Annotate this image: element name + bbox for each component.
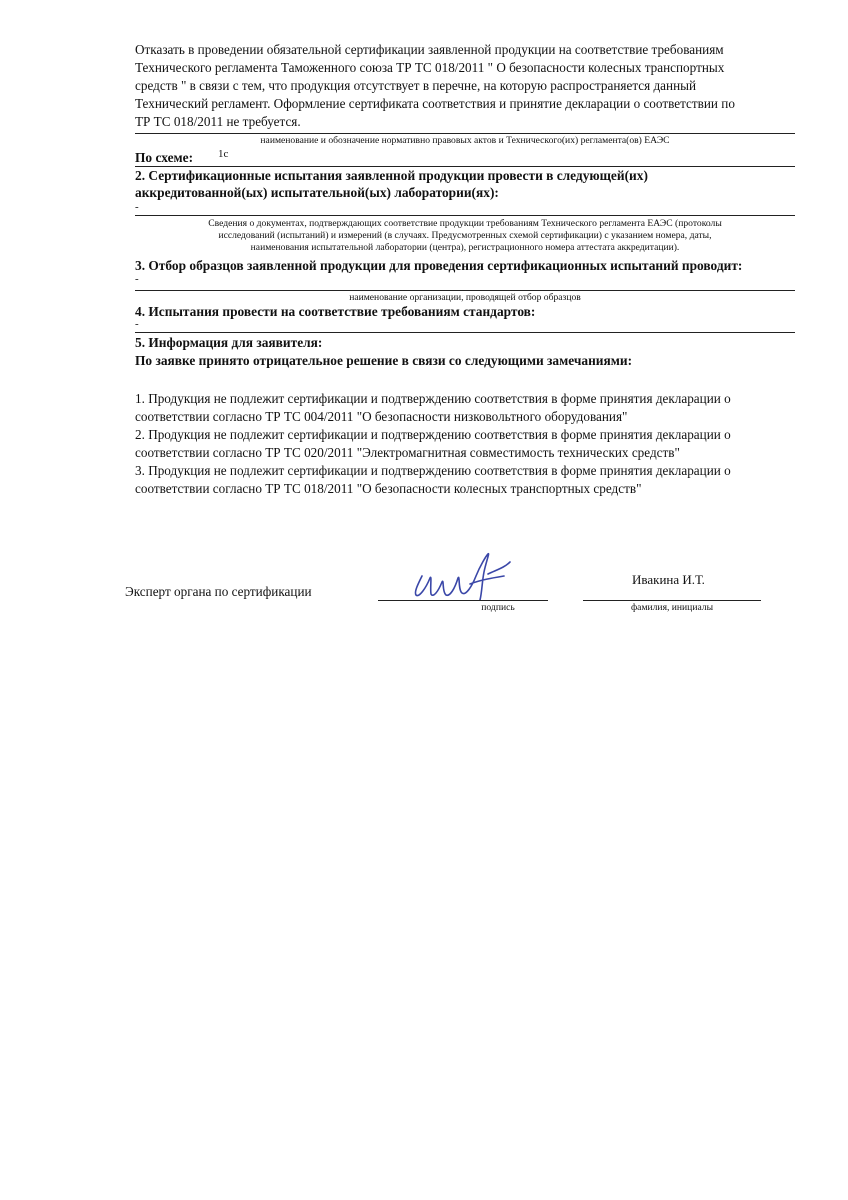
intro-caption: наименование и обозначение нормативно правовых актов и Технического(их) регламента(ов) ЕАЭС [260,135,670,146]
intro-line-4: Технический регламент. Оформление сертификата соответствия и принятие декларации о соответствии по [135,96,735,111]
remarks-list [135,390,795,498]
section2-title-line-1: 2. Сертификационные испытания заявленной продукции провести в следующей(их) [135,168,648,183]
remark-item [135,426,795,462]
section2-caption-line-2: исследований (испытаний) и измерений (в случаях. Предусмотренных схемой сертификации) с указанием номера, даты, [218,230,712,241]
signature-stroke [415,554,510,600]
section2-caption [135,218,795,254]
intro-line-2: Технического регламента Таможенного союза ТР ТС 018/2011 " О безопасности колесных транспортных [135,60,725,75]
signature-line [378,600,548,601]
section3-caption: наименование организации, проводящей отбор образцов [349,292,581,303]
section2-caption-line-1: Сведения о документах, подтверждающих соответствие продукции требованиям Технического регламента ЕАЭС (протоколы [208,218,722,229]
section4-underline [135,332,795,333]
signatory-role: Эксперт органа по сертификации [125,584,312,599]
section4-title: 4. Испытания провести на соответствие требованиям стандартов: [135,304,536,319]
section2-value: - [135,201,139,213]
scheme-label: По схеме: [135,150,194,165]
scheme-value: 1с [218,148,229,160]
intro-underline [135,133,795,134]
name-caption: фамилия, инициалы [630,602,714,613]
remark-item [135,462,795,498]
remark-3-line-1: 3. Продукция не подлежит сертификации и подтверждению соответствия в форме принятия декларации о [135,463,731,478]
intro-line-3: средств " в связи с тем, что продукция отсутствует в перечне, на которую распространяется данный [135,78,697,93]
remark-1-line-1: 1. Продукция не подлежит сертификации и подтверждению соответствия в форме принятия декларации о [135,391,731,406]
signature-caption [378,602,618,614]
section2-title-line-2: аккредитованной(ых) испытательной(ых) лаборатории(ях): [135,185,499,200]
remark-item [135,390,795,426]
remark-2-line-1: 2. Продукция не подлежит сертификации и подтверждению соответствия в форме принятия декларации о [135,427,731,442]
remark-1-line-2: соответствии согласно ТР ТС 004/2011 "О безопасности низковольтного оборудования" [135,409,628,424]
signatory-name: Ивакина И.Т. [632,572,705,587]
section4-value: - [135,318,139,330]
signature-caption-text: подпись [481,602,515,613]
remark-2-line-2: соответствии согласно ТР ТС 020/2011 "Электромагнитная совместимость технических средств" [135,445,680,460]
section3-underline [135,290,795,291]
section5-subtitle: По заявке принято отрицательное решение в связи со следующими замечаниями: [135,353,633,368]
section2-underline [135,215,795,216]
section5-title: 5. Информация для заявителя: [135,335,323,350]
name-line [583,600,761,601]
intro-paragraph [135,41,785,131]
intro-line-5: ТР ТС 018/2011 не требуется. [135,114,301,129]
intro-line-1: Отказать в проведении обязательной сертификации заявленной продукции на соответствие требованиям [135,42,724,57]
section3-value: - [135,273,139,285]
handwritten-signature [400,548,540,606]
section2-caption-line-3: наименования испытательной лаборатории (центра), регистрационного номера аттестата аккредитации). [250,242,680,253]
remark-3-line-2: соответствии согласно ТР ТС 018/2011 "О безопасности колесных транспортных средств" [135,481,642,496]
section3-title: 3. Отбор образцов заявленной продукции для проведения сертификационных испытаний проводит: [135,258,743,273]
